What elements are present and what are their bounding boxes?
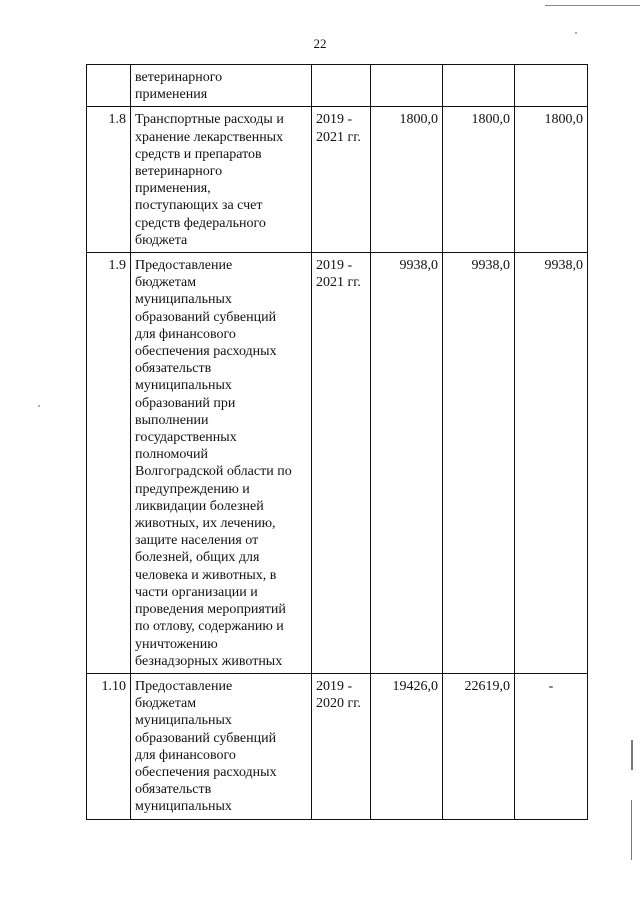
description-line: бюджетам — [135, 696, 197, 712]
description-line: ветеринарного — [135, 70, 223, 85]
period-cell — [312, 107, 371, 253]
amount-cell-2020: 9938,0 — [443, 253, 515, 674]
period-line: 2021 гг. — [316, 129, 361, 145]
table-row — [87, 673, 588, 819]
description-cell — [131, 107, 312, 253]
description-line: государственных — [135, 430, 237, 446]
amount-cell-2020 — [443, 65, 515, 107]
period-line: 2020 гг. — [316, 696, 361, 712]
amount-cell-2021: 9938,0 — [515, 253, 588, 674]
description-line: обязательств — [135, 782, 212, 798]
description-line: муниципальных — [135, 799, 232, 815]
description-line: Предоставление — [135, 678, 233, 694]
period-line: 2019 - — [316, 258, 353, 274]
description-line: применения, — [135, 181, 211, 197]
table-body — [87, 65, 588, 820]
description-line: применения — [135, 87, 208, 103]
description-line: Транспортные расходы и — [135, 112, 284, 128]
description-line: образований субвенций — [135, 309, 277, 325]
scan-edge-mark — [631, 800, 632, 860]
amount-cell-2019 — [371, 65, 443, 107]
description-line: обязательств — [135, 361, 212, 377]
period-line: 2019 - — [316, 112, 353, 128]
description-cell — [131, 673, 312, 819]
description-cell — [131, 65, 312, 107]
period-cell — [312, 253, 371, 674]
description-line: Предоставление — [135, 258, 233, 274]
description-line: для финансового — [135, 747, 236, 763]
row-number-cell: 1.9 — [87, 253, 131, 674]
description-line: болезней, общих для — [135, 550, 260, 566]
description-line: образований при — [135, 395, 236, 411]
period-line: 2019 - — [316, 678, 353, 694]
description-line: Волгоградской области по — [135, 464, 292, 480]
scan-speck — [38, 405, 40, 407]
description-line: обеспечения расходных — [135, 764, 277, 780]
amount-cell-2021 — [515, 65, 588, 107]
description-line: бюджетам — [135, 275, 197, 291]
description-line: предупреждению и — [135, 481, 250, 497]
row-number-cell: 1.10 — [87, 673, 131, 819]
description-line: по отлову, содержанию и — [135, 619, 284, 635]
period-line: 2021 гг. — [316, 275, 361, 291]
description-line: муниципальных — [135, 292, 232, 308]
row-number-cell: 1.8 — [87, 107, 131, 253]
description-line: образований субвенций — [135, 730, 277, 746]
page-number: 22 — [313, 36, 327, 51]
budget-table — [86, 64, 588, 820]
description-line: ликвидации болезней — [135, 498, 264, 514]
description-line: средств и препаратов — [135, 146, 262, 162]
description-line: ветеринарного — [135, 164, 223, 180]
amount-cell-2020: 1800,0 — [443, 107, 515, 253]
description-line: животных, их лечению, — [135, 516, 276, 532]
table-row — [87, 253, 588, 674]
description-line: средств федерального — [135, 215, 266, 231]
description-line: обеспечения расходных — [135, 344, 277, 360]
description-line: хранение лекарственных — [135, 129, 284, 145]
row-number-cell — [87, 65, 131, 107]
amount-cell-2019: 9938,0 — [371, 253, 443, 674]
description-line: бюджета — [135, 232, 188, 248]
description-line: муниципальных — [135, 378, 232, 394]
amount-cell-2019: 19426,0 — [371, 673, 443, 819]
description-line: полномочий — [135, 447, 209, 463]
description-line: защите населения от — [135, 533, 259, 549]
table-row — [87, 107, 588, 253]
description-line: поступающих за счет — [135, 198, 263, 214]
description-cell — [131, 253, 312, 674]
table-row — [87, 65, 588, 107]
amount-cell-2021: 1800,0 — [515, 107, 588, 253]
scan-edge-mark — [631, 740, 633, 770]
amount-cell-2020: 22619,0 — [443, 673, 515, 819]
description-line: человека и животных, в — [135, 567, 277, 583]
period-cell — [312, 673, 371, 819]
description-line: безнадзорных животных — [135, 653, 283, 669]
description-line: проведения мероприятий — [135, 602, 286, 618]
amount-cell-2021: - — [515, 673, 588, 819]
scan-edge-line — [545, 5, 640, 6]
scan-speck — [575, 32, 577, 34]
description-line: муниципальных — [135, 713, 232, 729]
description-line: уничтожению — [135, 636, 218, 652]
description-line: для финансового — [135, 326, 236, 342]
description-line: части организации и — [135, 584, 258, 600]
description-line: выполнении — [135, 412, 209, 428]
period-cell — [312, 65, 371, 107]
amount-cell-2019: 1800,0 — [371, 107, 443, 253]
